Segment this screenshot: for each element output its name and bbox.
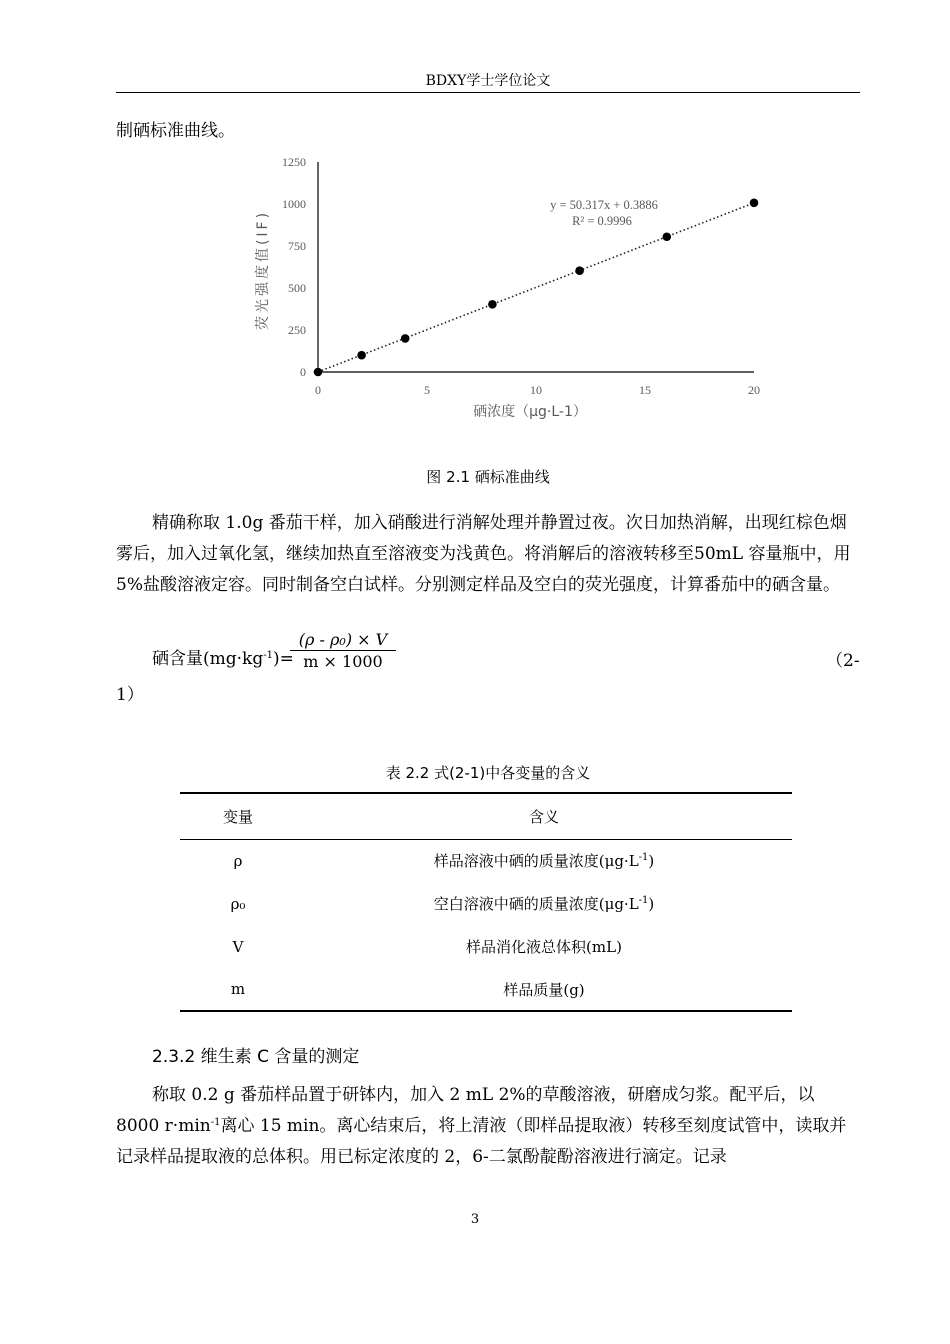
chart-axes [318, 162, 754, 372]
chart-point [314, 368, 323, 377]
section-heading: 2.3.2 维生素 C 含量的测定 [152, 1047, 360, 1067]
table-cell-meaning: 样品质量(g) [296, 968, 792, 1011]
chart-ticks [282, 155, 760, 397]
chart-point [575, 266, 584, 275]
chart-equation: y = 50.317x + 0.3886 [550, 198, 658, 212]
chart-y-tick-label: 1000 [282, 197, 306, 211]
selenium-standard-curve-chart [240, 148, 780, 438]
table-row [180, 882, 792, 925]
formula-label: 硒含量$(mg\cdot kg^{-1})=$ [152, 649, 294, 669]
chart-r-squared: R² = 0.9996 [572, 214, 632, 228]
table-cell-variable: ρ₀ [230, 894, 246, 913]
table-row [180, 839, 792, 882]
formula-number-part2: 1） [116, 685, 144, 705]
chart-y-tick-label: 500 [288, 281, 306, 295]
table-cell-variable: V [232, 937, 244, 956]
chart-x-tick-label: 20 [748, 383, 760, 397]
chart-point [357, 351, 366, 360]
paragraph-vitamin-c: 称取 0.2 g 番茄样品置于研钵内，加入 2 mL 2%的草酸溶液，研磨成匀浆。配平后，以 8000 $r\cdot\min^{-1}$离心 15 min。离心结束后，将上清液（即样品提取液）转移至刻度试管中，读取并记录样品提取液的总体积。用已标定浓度的 2，6-二氯酚靛酚溶液进行滴定。记录 [116, 1085, 847, 1167]
table-row [180, 925, 792, 968]
figure-caption: 图 2.1 硒标准曲线 [426, 468, 550, 486]
chart-x-tick-label: 5 [424, 383, 430, 397]
chart-x-tick-label: 15 [639, 383, 651, 397]
table-cell-variable: m [180, 968, 296, 1011]
chart-y-tick-label: 1250 [282, 155, 306, 169]
intro-text: 制硒标准曲线。 [116, 121, 235, 141]
formula-fraction [290, 630, 396, 671]
table-cell-meaning: 样品消化液总体积(mL) [466, 938, 622, 956]
table-header-meaning: 含义 [296, 793, 792, 839]
chart-x-tick-label: 10 [530, 383, 542, 397]
table-cell-meaning: 空白溶液中硒的质量浓度$(\mu g\cdot L^{-1})$ [433, 895, 655, 913]
formula-numerator: (ρ - ρ₀) × V [290, 630, 396, 651]
chart-point [488, 300, 497, 309]
page-header: BDXY学士学位论文 [116, 70, 860, 93]
table-cell-meaning: 样品溶液中硒的质量浓度$(\mu g\cdot L^{-1})$ [433, 852, 655, 871]
table-caption: 表 2.2 式(2-1)中各变量的含义 [385, 764, 591, 782]
chart-x-tick-label: 0 [315, 383, 321, 397]
table-header-row [180, 793, 792, 839]
chart-point [401, 334, 410, 343]
formula-number-part1: （2- [826, 651, 860, 671]
table-cell-variable: ρ [233, 851, 243, 870]
table-header-variable: 变量 [180, 793, 296, 839]
chart-point [663, 232, 672, 241]
chart-y-label: 荧光强度值(IF) [255, 209, 271, 331]
chart-y-tick-label: 250 [288, 323, 306, 337]
paragraph-digestion: 精确称取 1.0g 番茄干样，加入硝酸进行消解处理并静置过夜。次日加热消解，出现红棕色烟雾后，加入过氧化氢，继续加热直至溶液变为浅黄色。将消解后的溶液转移至50mL 容量瓶中，用 5%盐酸溶液定容。同时制备空白试样。分别测定样品及空白的荧光强度，计算番茄中的硒含量。 [116, 513, 851, 595]
variable-table [180, 792, 792, 1012]
chart-y-tick-label: 0 [300, 365, 306, 379]
formula-denominator: m × 1000 [303, 652, 383, 671]
page-number: 3 [470, 1212, 480, 1227]
chart-trend-line [318, 203, 754, 372]
table-row [180, 968, 792, 1011]
chart-points [314, 199, 759, 377]
chart-point [750, 199, 759, 208]
chart-x-label: 硒浓度（μg·L-1） [473, 404, 587, 420]
chart-y-tick-label: 750 [288, 239, 306, 253]
chart-trendline [318, 203, 754, 372]
